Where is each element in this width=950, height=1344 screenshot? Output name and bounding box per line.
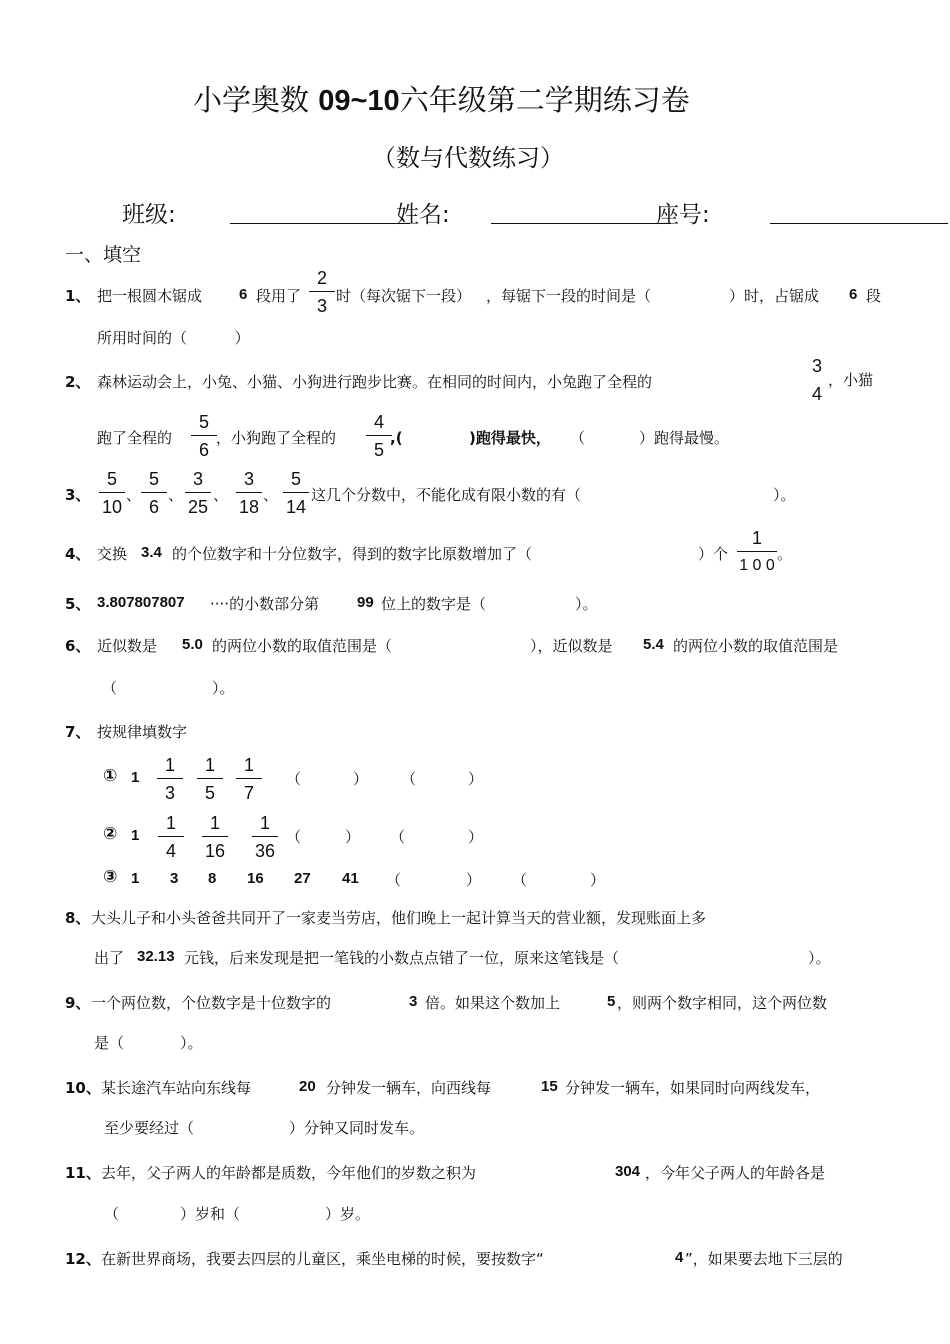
q1-fraction: 2 3 <box>307 268 337 316</box>
section-heading: 一、填空 <box>65 244 142 266</box>
q2-fraction-2: 5 6 <box>189 412 219 460</box>
seat-blank[interactable] <box>770 223 948 224</box>
page-subtitle: （数与代数练习） <box>372 144 564 172</box>
q7-number: 7、 <box>65 723 91 741</box>
q11-number: 11、 <box>65 1164 101 1182</box>
q7-row1-fraction: 1 7 <box>234 755 264 803</box>
q3-number: 3、 <box>65 486 91 504</box>
q7-row2-fraction: 1 36 <box>250 813 280 861</box>
q7-row2-fraction: 1 16 <box>200 813 230 861</box>
q9-number: 9、 <box>65 994 91 1012</box>
q2-fraction-1: 3 4 <box>811 356 822 404</box>
class-label: 班级: <box>122 202 176 228</box>
q8-number: 8、 <box>65 909 91 927</box>
class-blank[interactable] <box>230 223 410 224</box>
q10-number: 10、 <box>65 1079 101 1097</box>
q3-fraction: 5 6 <box>139 469 169 517</box>
q1-number: 1、 <box>65 287 91 305</box>
name-label: 姓名: <box>396 202 450 228</box>
q3-fraction: 5 10 <box>97 469 127 517</box>
q3-fraction: 5 14 <box>281 469 311 517</box>
q1-line2: 所用时间的（ ） <box>97 329 250 347</box>
name-blank[interactable] <box>491 223 671 224</box>
q7-row3-mark: ③ <box>103 867 118 887</box>
q12-number: 12、 <box>65 1250 101 1268</box>
q3-fraction: 3 25 <box>183 469 213 517</box>
q6-number: 6、 <box>65 637 91 655</box>
page-title: 小学奥数 09~10六年级第二学期练习卷 <box>193 83 690 117</box>
q5-number: 5、 <box>65 595 91 613</box>
q7-row1-fraction: 1 3 <box>155 755 185 803</box>
q2-fraction-3: 4 5 <box>364 412 394 460</box>
q7-row2-fraction: 1 4 <box>156 813 186 861</box>
q7-row2-mark: ② <box>103 824 118 844</box>
q7-row1-fraction: 1 5 <box>195 755 225 803</box>
q7-row1-mark: ① <box>103 766 118 786</box>
q2-number: 2、 <box>65 373 91 391</box>
q4-number: 4、 <box>65 545 91 563</box>
seat-label: 座号: <box>656 202 710 228</box>
q4-fraction: 1 1 0 0 <box>735 528 779 576</box>
q3-fraction: 3 18 <box>234 469 264 517</box>
